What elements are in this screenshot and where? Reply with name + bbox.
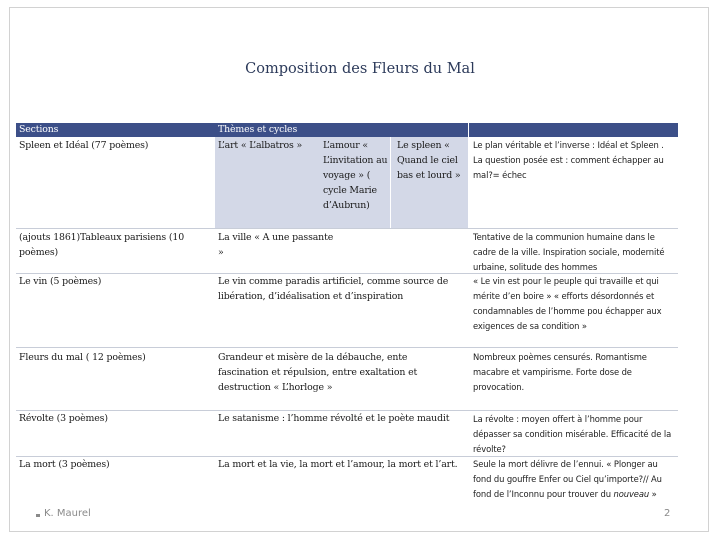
comment-mort-text: Seule la mort délivre de l’ennui. « Plonger au fond du gouffre Enfer ou Ciel qu’importe?// Au fond de l’Inconnu pour trouver du: [473, 459, 662, 499]
comment-spleen-ideal: Le plan véritable et l’inverse : Idéal et Spleen . La question posée est : comment échapper au mal?= échec: [473, 140, 664, 180]
section-spleen-ideal: Spleen et Idéal (77 poèmes): [19, 140, 149, 151]
comment-mort: [473, 457, 675, 502]
theme-ville: La ville « A une passante »: [218, 232, 334, 258]
theme-spleen: Le spleen « Quand le ciel bas et lourd »: [397, 140, 461, 181]
comment-tableaux-parisiens: Tentative de la communion humaine dans le cadre de la ville. Inspiration sociale, modernité urbaine, solitude des hommes: [473, 232, 665, 272]
section-fleurs-du-mal: Fleurs du mal ( 12 poèmes): [19, 352, 146, 363]
theme-art: L’art « L’albatros »: [218, 140, 303, 151]
section-revolte: Révolte (3 poèmes): [19, 413, 108, 424]
comment-mort-end: »: [649, 489, 657, 499]
comment-fleurs-du-mal: Nombreux poèmes censurés. Romantisme macabre et vampirisme. Forte dose de provocation.: [473, 352, 647, 392]
header-themes: Thèmes et cycles: [218, 124, 298, 135]
section-mort: La mort (3 poèmes): [19, 459, 110, 470]
theme-fleurs-du-mal: Grandeur et misère de la débauche, ente fascination et répulsion, entre exaltation et destruction « L’horloge »: [218, 352, 418, 393]
theme-amour: L’amour « L’invitation au voyage » ( cycle Marie d’Aubrun): [323, 140, 388, 211]
footer-marker: [36, 514, 40, 517]
header-sections: Sections: [19, 124, 59, 135]
page-number: 2: [664, 508, 671, 519]
row-divider: [16, 347, 678, 348]
theme-revolte: Le satanisme : l’homme révolté et le poète maudit: [218, 413, 450, 424]
slide-title: Composition des Fleurs du Mal: [245, 61, 475, 77]
comment-mort-italic: nouveau: [613, 489, 650, 499]
section-tableaux-parisiens: (ajouts 1861)Tableaux parisiens (10 poèmes): [19, 232, 185, 258]
section-vin: Le vin (5 poèmes): [19, 276, 102, 287]
comment-revolte: La révolte : moyen offert à l’homme pour dépasser sa condition misérable. Efficacité de la révolte?: [473, 414, 672, 454]
theme-mort: La mort et la vie, la mort et l’amour, la mort et l’art.: [218, 459, 458, 470]
row-divider: [16, 228, 678, 229]
comment-vin: « Le vin est pour le peuple qui travaille et qui mérite d’en boire » « efforts désordonnés et condamnables de l’homme pou échapper aux exigences de sa condition »: [473, 276, 662, 331]
footer-author: K. Maurel: [44, 508, 91, 519]
theme-vin: Le vin comme paradis artificiel, comme source de libération, d’idéalisation et d’inspiration: [218, 276, 449, 302]
composition-table: [16, 123, 678, 513]
header-divider: [468, 123, 469, 137]
